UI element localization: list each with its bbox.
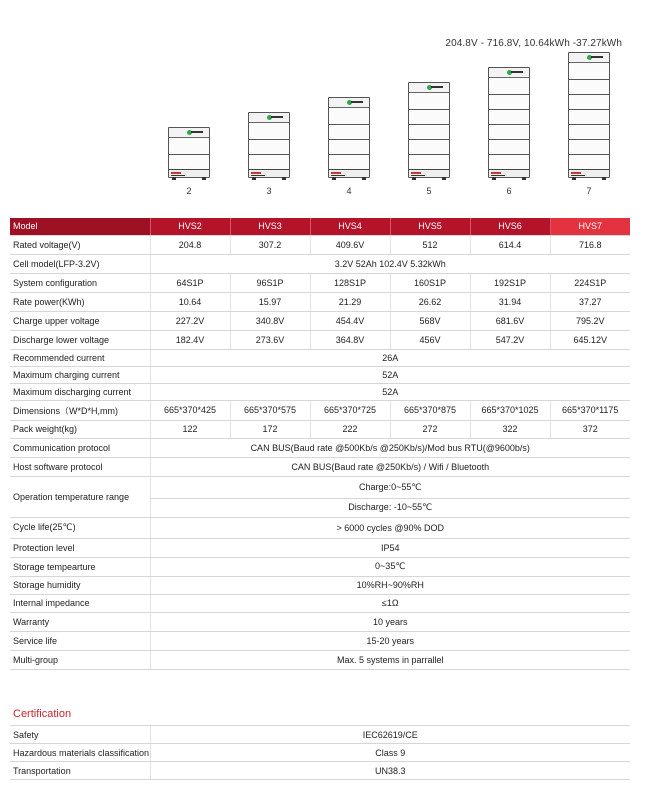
spec-value: 96S1P (230, 273, 310, 292)
spec-label: Charge upper voltage (10, 311, 150, 330)
stack-label: 2 (186, 186, 192, 196)
spec-label: Multi-group (10, 650, 150, 669)
battery-stack-6 (488, 67, 530, 178)
spec-value: 224S1P (550, 273, 630, 292)
battery-stack-7 (568, 52, 610, 178)
spec-label: Maximum discharging current (10, 383, 150, 400)
header-hvs6: HVS6 (470, 218, 550, 235)
spec-row-operation-temperature-range (10, 476, 630, 498)
spec-value: 456V (390, 330, 470, 349)
spec-value: 340.8V (230, 311, 310, 330)
spec-value: CAN BUS(Baud rate @500Kb/s @250Kb/s)/Mod bus RTU(@9600b/s) (150, 438, 630, 457)
cert-value: IEC62619/CE (150, 726, 630, 744)
cert-value: Class 9 (150, 744, 630, 762)
module-divider (329, 124, 369, 125)
spec-row-warranty (10, 612, 630, 631)
spec-value: 122 (150, 420, 230, 438)
module-divider (409, 139, 449, 140)
spec-value: 795.2V (550, 311, 630, 330)
module-divider (569, 79, 609, 80)
spec-value: 222 (310, 420, 390, 438)
battery-base (249, 169, 289, 177)
spec-value: 364.8V (310, 330, 390, 349)
spec-value: 52A (150, 366, 630, 383)
spec-value: IP54 (150, 538, 630, 557)
module-divider (409, 154, 449, 155)
battery-base (329, 169, 369, 177)
cert-label: Safety (10, 726, 150, 744)
spec-label: System configuration (10, 273, 150, 292)
spec-value: 15-20 years (150, 631, 630, 650)
cert-row (10, 744, 630, 762)
battery-stack-5 (408, 82, 450, 178)
battery-top-cover (169, 128, 209, 138)
spec-value: 372 (550, 420, 630, 438)
spec-value: 64S1P (150, 273, 230, 292)
battery-stack-2 (168, 127, 210, 178)
spec-value: 665*370*575 (230, 400, 310, 420)
spec-label: Cycle life(25℃) (10, 517, 150, 538)
spec-value: 645.12V (550, 330, 630, 349)
spec-label: Rated voltage(V) (10, 235, 150, 254)
spec-row-system-configuration (10, 273, 630, 292)
spec-label: Warranty (10, 612, 150, 631)
spec-row-cycle-life-25 (10, 517, 630, 538)
battery-stack-4 (328, 97, 370, 178)
spec-value: 10.64 (150, 292, 230, 311)
battery-base (169, 169, 209, 177)
spec-label: Dimensions（W*D*H,mm) (10, 400, 150, 420)
spec-value: 568V (390, 311, 470, 330)
header-hvs3: HVS3 (230, 218, 310, 235)
spec-value: 182.4V (150, 330, 230, 349)
spec-value: 26A (150, 349, 630, 366)
spec-row-charge-upper-voltage (10, 311, 630, 330)
battery-top-cover (569, 53, 609, 63)
cert-value: UN38.3 (150, 762, 630, 780)
spec-label: Protection level (10, 538, 150, 557)
module-divider (569, 154, 609, 155)
header-model: Model (10, 218, 150, 235)
spec-value: ≤1Ω (150, 594, 630, 612)
headline-range: 204.8V - 716.8V, 10.64kWh -37.27kWh (445, 38, 622, 49)
module-divider (329, 139, 369, 140)
spec-label: Storage humidity (10, 576, 150, 594)
spec-value: 227.2V (150, 311, 230, 330)
spec-value: 716.8 (550, 235, 630, 254)
spec-row-storage-humidity (10, 576, 630, 594)
spec-value: 31.94 (470, 292, 550, 311)
module-divider (569, 94, 609, 95)
spec-row-host-software-protocol (10, 457, 630, 476)
battery-stack-3 (248, 112, 290, 178)
stack-label: 3 (266, 186, 272, 196)
spec-value: 512 (390, 235, 470, 254)
spec-label: Discharge lower voltage (10, 330, 150, 349)
spec-row-rated-voltage-v (10, 235, 630, 254)
spec-row-multi-group (10, 650, 630, 669)
spec-row-dimensions-w-d-h-mm (10, 400, 630, 420)
spec-row-service-life (10, 631, 630, 650)
spec-value: Max. 5 systems in parrallel (150, 650, 630, 669)
battery-stack-illustrations (150, 90, 630, 200)
battery-top-cover (489, 68, 529, 78)
spec-value: 192S1P (470, 273, 550, 292)
header-hvs4: HVS4 (310, 218, 390, 235)
spec-row-maximum-discharging-current (10, 383, 630, 400)
stack-label: 7 (586, 186, 592, 196)
spec-row-communication-protocol (10, 438, 630, 457)
spec-value: 160S1P (390, 273, 470, 292)
battery-top-cover (409, 83, 449, 93)
battery-base (409, 169, 449, 177)
module-divider (249, 154, 289, 155)
stack-label: 5 (426, 186, 432, 196)
spec-value: 172 (230, 420, 310, 438)
battery-base (489, 169, 529, 177)
cert-label: Hazardous materials classification (10, 744, 150, 762)
stack-label: 6 (506, 186, 512, 196)
spec-value: 273.6V (230, 330, 310, 349)
spec-value: 15.97 (230, 292, 310, 311)
spec-label: Internal impedance (10, 594, 150, 612)
cert-row (10, 762, 630, 780)
spec-table (10, 218, 630, 670)
header-hvs2: HVS2 (150, 218, 230, 235)
spec-row-cell-model-lfp-3-2v (10, 254, 630, 273)
spec-label: Rate power(KWh) (10, 292, 150, 311)
spec-value: CAN BUS(Baud rate @250Kb/s) / Wifi / Bluetooth (150, 457, 630, 476)
module-divider (489, 154, 529, 155)
spec-row-pack-weight-kg (10, 420, 630, 438)
spec-label: Service life (10, 631, 150, 650)
spec-label: Pack weight(kg) (10, 420, 150, 438)
spec-value: 0~35℃ (150, 557, 630, 576)
module-divider (409, 109, 449, 110)
module-divider (329, 154, 369, 155)
cert-row (10, 726, 630, 744)
spec-value: 10%RH~90%RH (150, 576, 630, 594)
header-hvs7: HVS7 (550, 218, 630, 235)
spec-value: 409.6V (310, 235, 390, 254)
spec-row-internal-impedance (10, 594, 630, 612)
spec-value: 52A (150, 383, 630, 400)
spec-value: 665*370*1025 (470, 400, 550, 420)
battery-top-cover (329, 98, 369, 108)
spec-label: Communication protocol (10, 438, 150, 457)
module-divider (169, 154, 209, 155)
spec-row-protection-level (10, 538, 630, 557)
module-divider (569, 109, 609, 110)
spec-row-discharge-lower-voltage (10, 330, 630, 349)
spec-value: 454.4V (310, 311, 390, 330)
spec-value: 128S1P (310, 273, 390, 292)
spec-label: Operation temperature range (10, 476, 150, 517)
spec-label: Recommended current (10, 349, 150, 366)
spec-label: Cell model(LFP-3.2V) (10, 254, 150, 273)
certification-table (10, 725, 630, 780)
spec-value: 37.27 (550, 292, 630, 311)
spec-row-maximum-charging-current (10, 366, 630, 383)
spec-row-recommended-current (10, 349, 630, 366)
module-divider (489, 109, 529, 110)
spec-label: Host software protocol (10, 457, 150, 476)
spec-value: Discharge: -10~55℃ (150, 498, 630, 517)
certification-title: Certification (13, 708, 72, 720)
spec-value: 547.2V (470, 330, 550, 349)
battery-top-cover (249, 113, 289, 123)
spec-row-rate-power-kwh (10, 292, 630, 311)
spec-value: 26.62 (390, 292, 470, 311)
module-divider (569, 124, 609, 125)
battery-base (569, 169, 609, 177)
module-divider (489, 139, 529, 140)
spec-value: 322 (470, 420, 550, 438)
spec-value: 681.6V (470, 311, 550, 330)
spec-value: 614.4 (470, 235, 550, 254)
module-divider (489, 94, 529, 95)
spec-value: 272 (390, 420, 470, 438)
spec-value: 307.2 (230, 235, 310, 254)
spec-value: > 6000 cycles @90% DOD (150, 517, 630, 538)
module-divider (489, 124, 529, 125)
module-divider (569, 139, 609, 140)
spec-value: 665*370*425 (150, 400, 230, 420)
module-divider (409, 124, 449, 125)
spec-value: 665*370*725 (310, 400, 390, 420)
spec-row-storage-tempearture (10, 557, 630, 576)
spec-value: Charge:0~55℃ (150, 476, 630, 498)
spec-value: 10 years (150, 612, 630, 631)
spec-value: 665*370*875 (390, 400, 470, 420)
stack-label: 4 (346, 186, 352, 196)
spec-value: 665*370*1175 (550, 400, 630, 420)
cert-label: Transportation (10, 762, 150, 780)
header-hvs5: HVS5 (390, 218, 470, 235)
module-divider (249, 139, 289, 140)
spec-header-row (10, 218, 630, 235)
spec-value: 204.8 (150, 235, 230, 254)
spec-label: Storage tempearture (10, 557, 150, 576)
spec-label: Maximum charging current (10, 366, 150, 383)
spec-value: 3.2V 52Ah 102.4V 5.32kWh (150, 254, 630, 273)
spec-value: 21.29 (310, 292, 390, 311)
